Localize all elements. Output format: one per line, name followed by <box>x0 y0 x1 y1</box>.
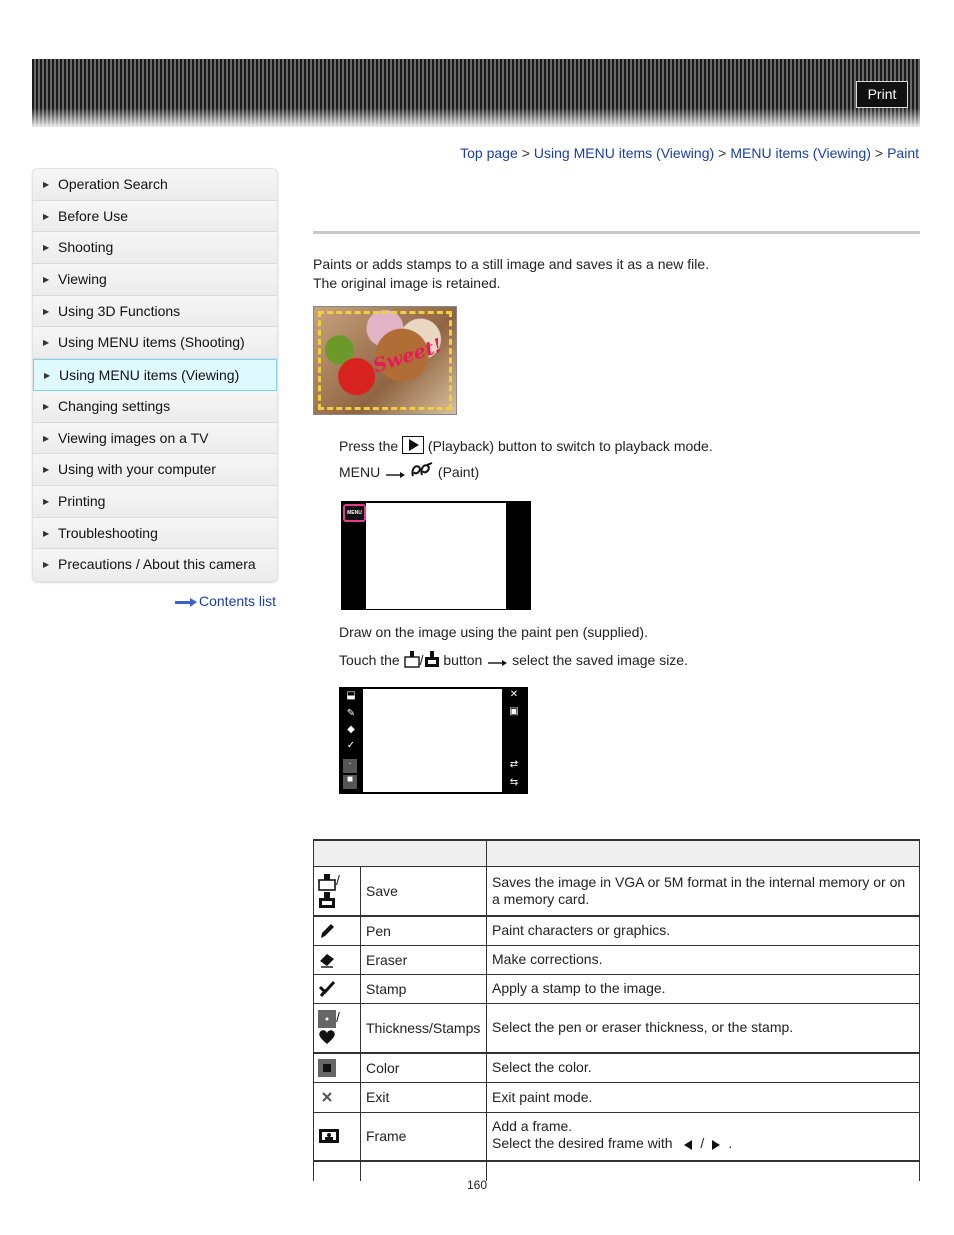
save-vga-icon <box>404 650 420 671</box>
table-icon-cell <box>314 945 361 974</box>
breadcrumb-top-page[interactable]: Top page <box>460 145 518 161</box>
save-icon-slash: / <box>336 872 340 889</box>
triangle-right-icon: ▶ <box>43 243 50 253</box>
table-desc-cell: Exit paint mode. <box>487 1082 920 1112</box>
sidebar-item-viewing[interactable] <box>33 264 277 296</box>
contents-list-label: Contents list <box>199 593 277 609</box>
triangle-right-icon: ▶ <box>43 275 50 285</box>
sample-painted-image <box>313 306 457 415</box>
breadcrumb-using-menu-viewing[interactable]: Using MENU items (Viewing) <box>533 145 715 161</box>
sidebar-item-label: Using MENU items (Viewing) <box>59 367 240 384</box>
table-icon-cell <box>314 1003 361 1053</box>
save-5m-icon <box>424 650 440 671</box>
stamp-icon: ✓ <box>346 740 356 751</box>
sidebar-item-before-use[interactable] <box>33 201 277 233</box>
step-2-text-b: (Paint) <box>437 464 480 480</box>
table-name-cell: Frame <box>361 1112 487 1161</box>
sidebar-item-computer[interactable] <box>33 454 277 486</box>
triangle-right-icon: ▶ <box>43 306 50 316</box>
table-desc-cell: Apply a stamp to the image. <box>487 974 920 1003</box>
table-desc-cell <box>487 1112 920 1161</box>
sidebar <box>32 168 278 582</box>
sidebar-item-label: Viewing <box>58 271 107 288</box>
sidebar-item-label: Viewing images on a TV <box>58 429 209 446</box>
intro-line-2: The original image is retained. <box>313 275 501 291</box>
table-desc-cell: Select the pen or eraser thickness, or the stamp. <box>487 1003 920 1053</box>
step-3: Draw on the image using the paint pen (supplied). <box>339 624 648 640</box>
triangle-right-icon: ▶ <box>44 371 51 381</box>
sidebar-item-operation-search[interactable] <box>33 169 277 201</box>
step-1-text-a: Press the <box>339 438 403 454</box>
stamp-icon <box>318 980 336 998</box>
table-name-cell: Exit <box>361 1082 487 1112</box>
table-row <box>314 916 920 945</box>
clear-icon: ⇆ <box>509 777 519 788</box>
thickness-icon: · <box>343 759 357 773</box>
table-row <box>314 1053 920 1082</box>
table-row <box>314 1003 920 1053</box>
undo-icon: ⇄ <box>509 759 519 770</box>
table-header-cell <box>487 840 920 866</box>
sidebar-item-viewing-tv[interactable] <box>33 423 277 455</box>
sidebar-item-menu-shooting[interactable] <box>33 327 277 359</box>
triangle-right-icon: ▶ <box>43 528 50 538</box>
table-name-cell: Color <box>361 1053 487 1082</box>
table-name-cell: Eraser <box>361 945 487 974</box>
eraser-icon: ◆ <box>347 724 355 735</box>
color-icon <box>318 1059 336 1077</box>
table-row <box>314 1112 920 1161</box>
sidebar-item-label: Before Use <box>58 207 129 224</box>
table-icon-cell <box>314 1082 361 1112</box>
sidebar-item-label: Using MENU items (Shooting) <box>58 334 245 351</box>
step-4-text-b: button <box>443 652 483 668</box>
triangle-right-icon: ▶ <box>43 496 50 506</box>
print-button[interactable]: Print <box>856 81 908 108</box>
header-bar <box>32 59 920 127</box>
step-2-menu-label: MENU <box>339 464 381 480</box>
table-header-row <box>314 840 920 866</box>
menu-screen-illustration <box>341 501 531 610</box>
pen-icon <box>318 922 336 940</box>
frame-desc-slash: / <box>700 1134 705 1151</box>
breadcrumb-separator: > <box>718 145 727 161</box>
sidebar-item-printing[interactable] <box>33 486 277 518</box>
intro-line-1: Paints or adds stamps to a still image and saves it as a new file. <box>313 256 710 272</box>
triangle-right-icon: ▶ <box>43 465 50 475</box>
frame-icon: ▣ <box>509 706 519 717</box>
sidebar-item-label: Changing settings <box>58 397 171 414</box>
frame-icon <box>318 1127 340 1145</box>
breadcrumb-paint[interactable]: Paint <box>887 145 919 161</box>
table-row <box>314 945 920 974</box>
frame-desc-line-2 <box>492 1135 914 1155</box>
breadcrumb-separator: > <box>874 145 884 161</box>
paint-items-table <box>313 839 920 1181</box>
table-row <box>314 1082 920 1112</box>
paint-icon <box>410 462 434 483</box>
arrow-right-icon <box>486 655 508 671</box>
table-icon-cell <box>314 974 361 1003</box>
page-number: 160 <box>466 1178 488 1192</box>
breadcrumb-menu-items-viewing[interactable]: MENU items (Viewing) <box>730 145 871 161</box>
sidebar-item-label: Operation Search <box>58 176 168 192</box>
step-2 <box>339 462 479 483</box>
table-desc-cell: Saves the image in VGA or 5M format in the internal memory or on a memory card. <box>487 866 920 916</box>
table-icon-cell <box>314 1112 361 1161</box>
contents-list-link[interactable] <box>175 593 276 609</box>
title-divider <box>313 231 920 234</box>
exit-icon: ✕ <box>509 689 519 700</box>
table-desc-cell: Make corrections. <box>487 945 920 974</box>
step-4 <box>339 650 688 671</box>
stamp-text: Sweet! <box>370 334 446 378</box>
table-icon-cell <box>314 1053 361 1082</box>
arrow-right-icon <box>384 467 406 483</box>
save-icon: ⬓ <box>346 690 356 701</box>
triangle-right-icon: ▶ <box>43 433 50 443</box>
frame-desc-text: Select the desired frame with <box>492 1134 673 1151</box>
triangle-right-icon: ▶ <box>43 338 50 348</box>
heart-icon <box>318 1028 336 1046</box>
breadcrumb <box>460 145 919 161</box>
color-icon: ■ <box>343 775 357 789</box>
sidebar-item-label: Troubleshooting <box>58 524 158 541</box>
table-name-cell: Save <box>361 866 487 916</box>
sidebar-item-troubleshooting[interactable] <box>33 518 277 550</box>
screen-display-area <box>363 689 502 792</box>
sidebar-item-label: Using with your computer <box>58 461 216 478</box>
step-1 <box>339 436 713 457</box>
exit-icon <box>318 1088 336 1106</box>
arrow-right-icon <box>175 598 197 606</box>
paint-screen-illustration <box>339 687 528 794</box>
table-header-cell <box>314 840 487 866</box>
table-name-cell: Stamp <box>361 974 487 1003</box>
triangle-right-icon <box>710 1138 722 1155</box>
pen-icon: ✎ <box>346 708 356 719</box>
table-desc-cell: Paint characters or graphics. <box>487 916 920 945</box>
step-1-text-b: (Playback) button to switch to playback mode. <box>427 438 713 454</box>
table-row <box>314 974 920 1003</box>
sidebar-item-precautions[interactable] <box>33 549 277 581</box>
sidebar-item-label: Using 3D Functions <box>58 302 181 319</box>
table-icon-cell <box>314 916 361 945</box>
frame-desc-line-1: Add a frame. <box>492 1117 573 1134</box>
save-vga-icon <box>318 873 336 891</box>
table-icon-cell <box>314 866 361 916</box>
sidebar-item-shooting[interactable] <box>33 232 277 264</box>
save-5m-icon <box>318 891 336 909</box>
intro-text <box>313 255 709 293</box>
playback-icon <box>402 436 424 457</box>
triangle-right-icon: ▶ <box>43 401 50 411</box>
triangle-right-icon: ▶ <box>43 180 50 189</box>
menu-button-highlight: MENU <box>343 504 366 522</box>
sidebar-item-3d-functions[interactable] <box>33 296 277 328</box>
frame-desc-end: . <box>728 1134 733 1151</box>
table-desc-cell: Select the color. <box>487 1053 920 1082</box>
triangle-left-icon <box>682 1138 694 1155</box>
sidebar-item-changing-settings[interactable] <box>33 391 277 423</box>
thickness-icon-slash: / <box>336 1009 340 1026</box>
sidebar-item-menu-viewing[interactable] <box>33 359 277 391</box>
breadcrumb-separator: > <box>521 145 530 161</box>
eraser-icon <box>318 951 336 969</box>
sidebar-item-label: Printing <box>58 492 106 509</box>
table-row <box>314 866 920 916</box>
screen-display-area <box>366 503 506 609</box>
step-4-slash: / <box>419 652 424 668</box>
step-4-text-a: Touch the <box>339 652 400 668</box>
sidebar-item-label: Precautions / About this camera <box>58 556 256 573</box>
triangle-right-icon: ▶ <box>43 560 50 570</box>
table-name-cell: Pen <box>361 916 487 945</box>
triangle-right-icon: ▶ <box>43 211 50 221</box>
sidebar-item-label: Shooting <box>58 239 114 256</box>
thickness-icon <box>318 1010 336 1028</box>
step-4-text-c: select the saved image size. <box>512 652 688 668</box>
table-name-cell: Thickness/Stamps <box>361 1003 487 1053</box>
